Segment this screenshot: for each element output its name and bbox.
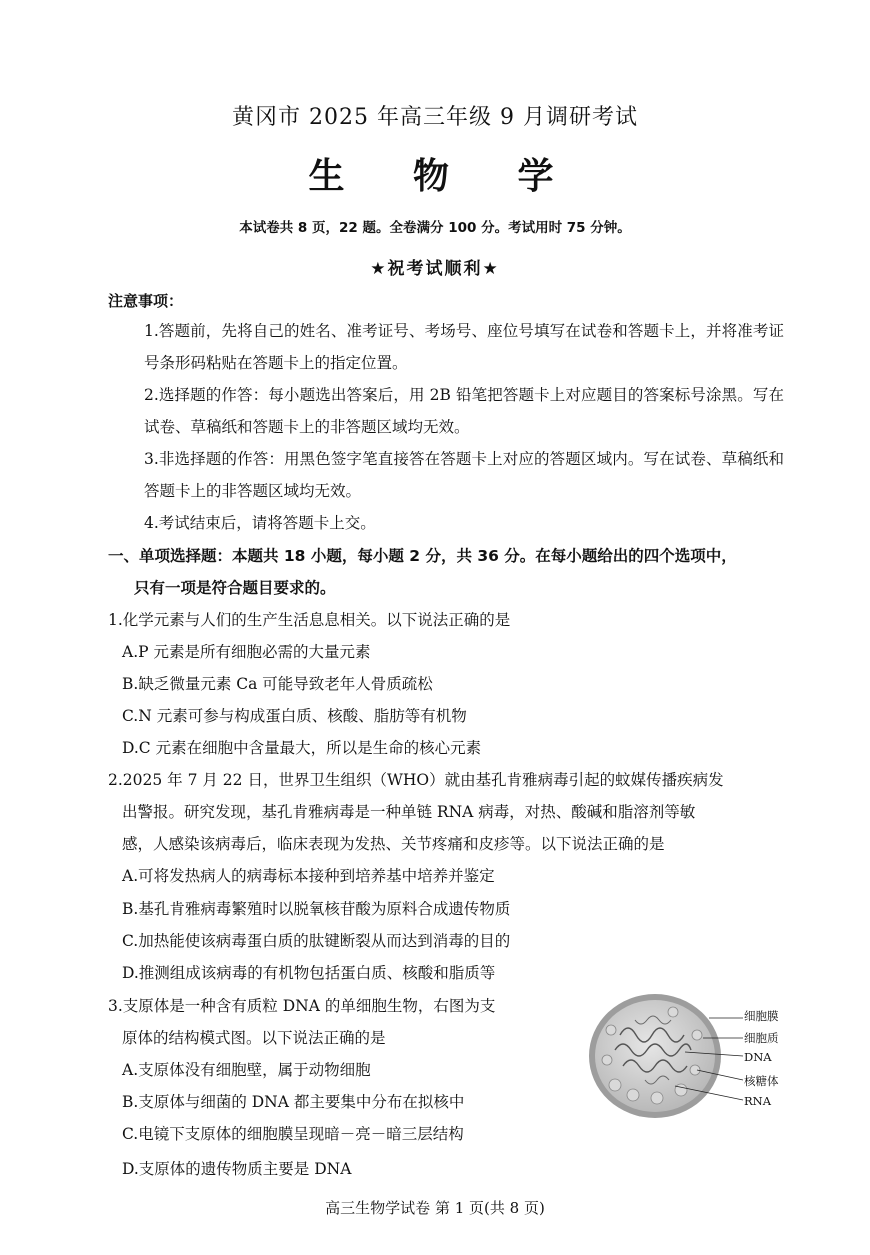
option-c: C.加热能使该病毒蛋白质的肽键断裂从而达到消毒的目的 (122, 932, 511, 950)
option-b: B.支原体与细菌的 DNA 都主要集中分布在拟核中 (122, 1093, 465, 1111)
figure-label: 细胞质 (744, 1031, 779, 1045)
figure-label: RNA (744, 1094, 772, 1108)
notice-item-text: 4.考试结束后，请将答题卡上交。 (144, 514, 376, 532)
exam-title: 黄冈市 2025 年高三年级 9 月调研考试 (232, 105, 638, 130)
section-heading (108, 540, 788, 604)
question-stem: 原体的结构模式图。以下说法正确的是 (122, 1029, 386, 1047)
figure-label: DNA (744, 1050, 772, 1064)
question-stem: 感，人感染该病毒后，临床表现为发热、关节疼痛和皮疹等。以下说法正确的是 (122, 835, 665, 853)
option-a: A.支原体没有细胞壁，属于动物细胞 (122, 1061, 371, 1079)
notice-item (108, 443, 784, 507)
question-stem: 2.2025 年 7 月 22 日，世界卫生组织（WHO）就由基孔肯雅病毒引起的蚊媒传播疾病发 (108, 771, 724, 789)
notice-item-text: 1.答题前，先将自己的姓名、准考证号、考场号、座位号填写在试卷和答题卡上，并将准考证号条形码粘贴在答题卡上的指定位置。 (144, 322, 784, 372)
notice-item (108, 507, 784, 539)
page-footer: 高三生物学试卷 第 1 页(共 8 页) (325, 1199, 545, 1217)
figure-label: 细胞膜 (744, 1009, 779, 1023)
option-b: B.基孔肯雅病毒繁殖时以脱氧核苷酸为原料合成遗传物质 (122, 900, 511, 918)
notice-item (108, 315, 784, 379)
option-d: D.支原体的遗传物质主要是 DNA (122, 1160, 352, 1178)
question-stem: 出警报。研究发现，基孔肯雅病毒是一种单链 RNA 病毒，对热、酸碱和脂溶剂等敏 (122, 803, 696, 821)
option-d: D.推测组成该病毒的有机物包括蛋白质、核酸和脂质等 (122, 964, 496, 982)
section-heading-line: 只有一项是符合题目要求的。 (134, 579, 336, 597)
option-a: A.可将发热病人的病毒标本接种到培养基中培养并鉴定 (122, 867, 495, 885)
notice-item-text: 3.非选择题的作答：用黑色签字笔直接答在答题卡上对应的答题区域内。写在试卷、草稿纸和答题卡上的非答题区域均无效。 (144, 450, 784, 500)
option-c: C.N 元素可参与构成蛋白质、核酸、脂肪等有机物 (122, 707, 467, 725)
figure-label: 核糖体 (744, 1074, 779, 1088)
exam-info: 本试卷共 8 页，22 题。全卷满分 100 分。考试用时 75 分钟。 (239, 220, 631, 236)
notice-item-text: 2.选择题的作答：每小题选出答案后，用 2B 铅笔把答题卡上对应题目的答案标号涂黑。写在试卷、草稿纸和答题卡上的非答题区域均无效。 (144, 386, 784, 436)
question-stem: 1.化学元素与人们的生产生活息息相关。以下说法正确的是 (108, 611, 511, 629)
notice-item (108, 379, 784, 443)
option-a: A.P 元素是所有细胞必需的大量元素 (122, 643, 371, 661)
option-c: C.电镜下支原体的细胞膜呈现暗－亮－暗三层结构 (122, 1125, 464, 1143)
notice-title: 注意事项： (108, 292, 184, 310)
good-luck-banner: ★祝考试顺利★ (370, 259, 500, 279)
question-stem: 3.支原体是一种含有质粒 DNA 的单细胞生物，右图为支 (108, 997, 496, 1015)
section-heading-line: 一、单项选择题：本题共 18 小题，每小题 2 分，共 36 分。在每小题给出的四个选项中， (108, 547, 737, 565)
option-d: D.C 元素在细胞中含量最大，所以是生命的核心元素 (122, 739, 482, 757)
option-b: B.缺乏微量元素 Ca 可能导致老年人骨质疏松 (122, 675, 433, 693)
subject-title: 生 物 学 (308, 156, 582, 197)
